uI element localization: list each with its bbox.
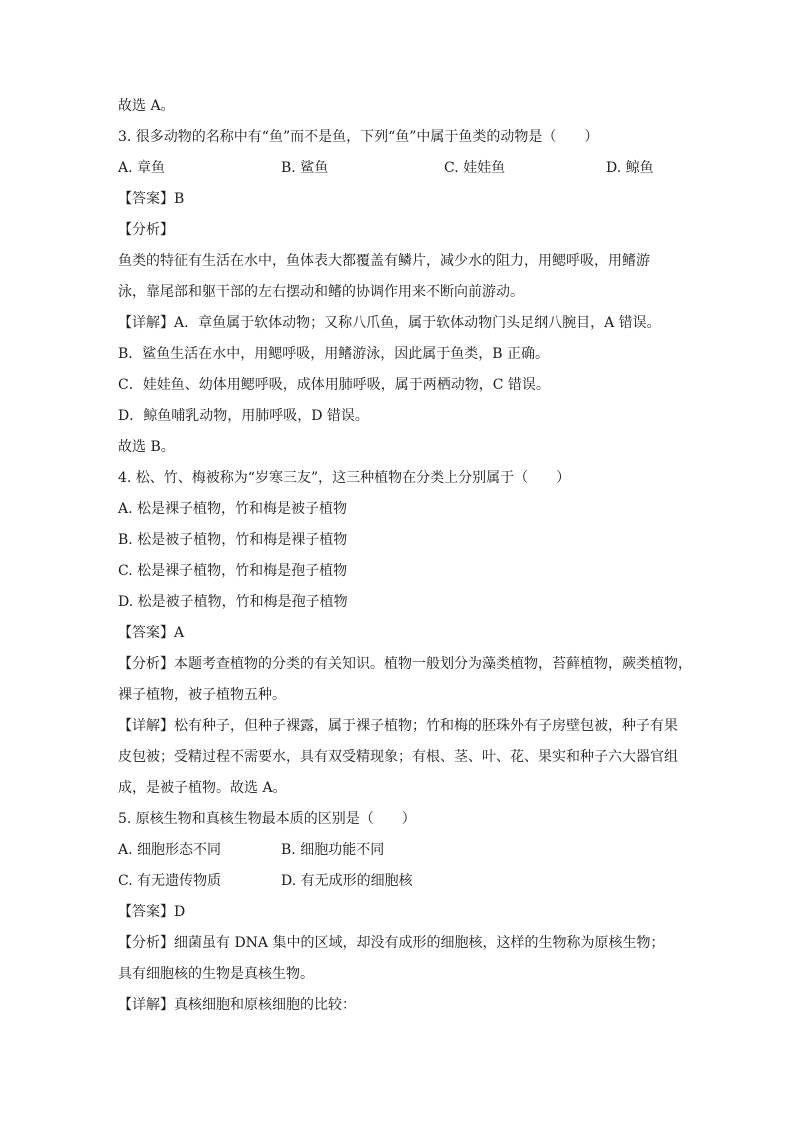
q4-option-c: C. 松是裸子植物，竹和梅是孢子植物 [118, 563, 348, 579]
analysis-text: 泳，靠尾部和躯干部的左右摆动和鳍的协调作用来不断向前游动。 [118, 284, 524, 300]
q3-option-c: C. 娃娃鱼 [444, 160, 506, 176]
explanation-text: C．娃娃鱼、幼体用鳃呼吸，成体用肺呼吸，属于两栖动物，C 错误。 [118, 377, 550, 393]
explanation-text: 【详解】松有种子，但种子裸露，属于裸子植物；竹和梅的胚珠外有子房壁包被，种子有果 [118, 718, 678, 734]
q5-option-a: A. 细胞形态不同 [118, 842, 222, 858]
q3-option-b: B. 鲨鱼 [281, 160, 329, 176]
question-4-stem: 4. 松、竹、梅被称为“岁寒三友”，这三种植物在分类上分别属于（ ） [118, 470, 571, 486]
q5-option-b: B. 细胞功能不同 [281, 842, 385, 858]
explanation-text: B．鲨鱼生活在水中，用鳃呼吸，用鳍游泳，因此属于鱼类，B 正确。 [118, 346, 550, 362]
q4-option-a: A. 松是裸子植物，竹和梅是被子植物 [118, 501, 348, 517]
analysis-text: 【分析】本题考查植物的分类的有关知识。植物一般划分为藻类植物，苔藓植物，蕨类植物， [118, 656, 692, 672]
text-line: 故选 B。 [118, 439, 175, 455]
text-line: 故选 A。 [118, 98, 175, 114]
explanation-text: 皮包被；受精过程不需要水，具有双受精现象；有根、茎、叶、花、果实和种子六大器官组 [118, 749, 678, 765]
q5-option-c: C. 有无遗传物质 [118, 873, 222, 889]
analysis-text: 【分析】细菌虽有 DNA 集中的区域，却没有成形的细胞核，这样的生物称为原核生物； [118, 935, 665, 951]
analysis-text: 具有细胞核的生物是真核生物。 [118, 966, 314, 982]
explanation-text: 成，是被子植物。故选 A。 [118, 780, 287, 796]
analysis-text: 鱼类的特征有生活在水中，鱼体表大都覆盖有鳞片，减少水的阻力，用鳃呼吸，用鳍游 [118, 253, 650, 269]
q4-option-d: D. 松是被子植物，竹和梅是孢子植物 [118, 594, 348, 610]
explanation-text: 【详解】真核细胞和原核细胞的比较： [118, 997, 356, 1013]
question-3-stem: 3. 很多动物的名称中有“鱼”而不是鱼，下列“鱼”中属于鱼类的动物是（ ） [118, 129, 599, 145]
explanation-text: D．鲸鱼哺乳动物，用肺呼吸，D 错误。 [118, 408, 369, 424]
q3-option-d: D. 鲸鱼 [606, 160, 654, 176]
question-5-stem: 5. 原核生物和真核生物最本质的区别是（ ） [118, 811, 416, 827]
answer-label: 【答案】A [118, 625, 185, 641]
q5-option-d: D. 有无成形的细胞核 [281, 873, 413, 889]
q3-option-a: A. 章鱼 [118, 160, 166, 176]
explanation-text: 【详解】A．章鱼属于软体动物；又称八爪鱼，属于软体动物门头足纲八腕目，A 错误。 [118, 315, 661, 331]
answer-label: 【答案】B [118, 191, 185, 207]
analysis-label: 【分析】 [118, 222, 174, 238]
answer-label: 【答案】D [118, 904, 186, 920]
q4-option-b: B. 松是被子植物，竹和梅是裸子植物 [118, 532, 348, 548]
analysis-text: 裸子植物，被子植物五种。 [118, 687, 286, 703]
